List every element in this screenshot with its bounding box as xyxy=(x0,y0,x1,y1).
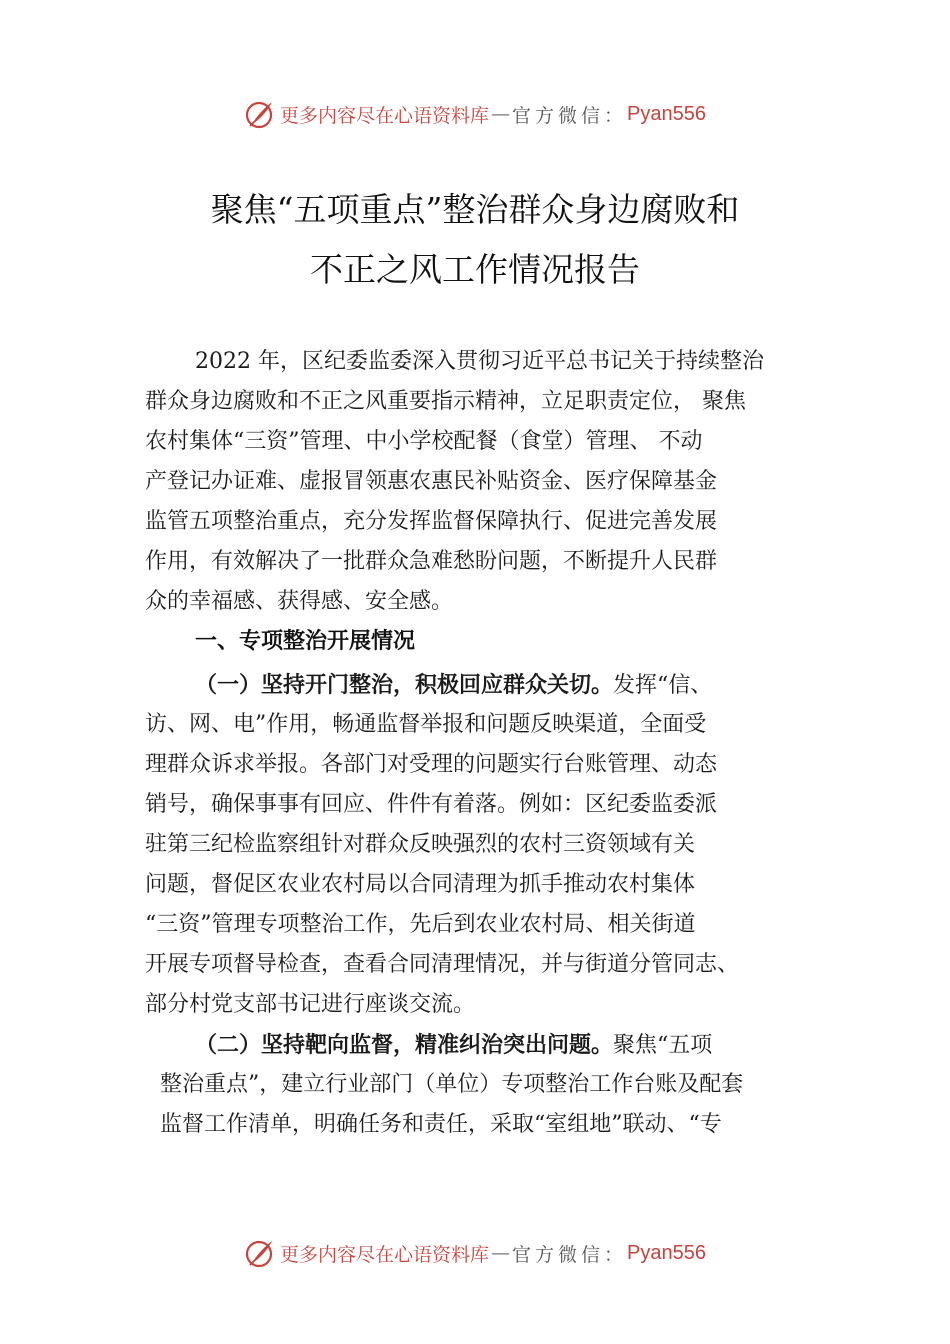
watermark-header xyxy=(0,94,950,134)
body-line: 驻第三纪检监察组针对群众反映强烈的农村三资领域有关 xyxy=(145,832,696,857)
watermark-dash: — xyxy=(491,103,511,125)
body-line: 群众身边腐败和不正之风重要指示精神，立足职责定位， 聚焦 xyxy=(145,389,746,414)
paragraph-2-first-line xyxy=(195,1030,712,1061)
watermark-dash: — xyxy=(491,1242,511,1264)
section-heading: 一、专项整治开展情况 xyxy=(195,629,416,654)
paragraph-1-first-rest: 发挥“信、 xyxy=(613,673,713,698)
quill-pen-logo-icon xyxy=(244,98,276,130)
body-line: 监管五项整治重点，充分发挥监督保障执行、促进完善发展 xyxy=(145,509,718,534)
body-line: 访、网、电”作用，畅通监督举报和问题反映渠道，全面受 xyxy=(145,712,707,737)
body-line: 产登记办证难、虚报冒领惠农惠民补贴资金、医疗保障基金 xyxy=(145,469,718,494)
watermark-wechat-label: 官方微信： xyxy=(512,104,628,127)
watermark-wechat-id: Pyan556 xyxy=(627,1241,706,1264)
watermark-wechat-id: Pyan556 xyxy=(627,102,706,125)
body-line: 众的幸福感、获得感、安全感。 xyxy=(145,589,454,614)
body-line: 作用，有效解决了一批群众急难愁盼问题，不断提升人民群 xyxy=(145,549,718,574)
body-line: 销号，确保事事有回应、件件有着落。例如：区纪委监委派 xyxy=(145,792,718,817)
body-line: 2022 年，区纪委监委深入贯彻习近平总书记关于持续整治 xyxy=(195,349,764,374)
watermark-text: 更多内容尽在心语资料库 xyxy=(280,1243,490,1266)
quill-pen-logo-icon xyxy=(244,1237,276,1269)
paragraph-2-lead: （二）坚持靶向监督，精准纠治突出问题。 xyxy=(195,1032,614,1058)
body-line: 理群众诉求举报。各部门对受理的问题实行台账管理、动态 xyxy=(145,752,718,777)
document-title-line-2: 不正之风工作情况报告 xyxy=(310,250,640,289)
document-title-line-1: 聚焦“五项重点”整治群众身边腐败和 xyxy=(210,190,740,229)
paragraph-1-first-line xyxy=(195,670,712,701)
body-line: 整治重点”，建立行业部门（单位）专项整治工作台账及配套 xyxy=(160,1072,744,1097)
watermark-footer xyxy=(0,1233,950,1273)
body-line: 问题，督促区农业农村局以合同清理为抓手推动农村集体 xyxy=(145,872,696,897)
watermark-text: 更多内容尽在心语资料库 xyxy=(280,104,490,127)
watermark-wechat-label: 官方微信： xyxy=(512,1243,628,1266)
body-line: 农村集体“三资”管理、中小学校配餐（食堂）管理、 不动 xyxy=(145,429,703,454)
body-line: “三资”管理专项整治工作，先后到农业农村局、相关街道 xyxy=(145,912,696,937)
paragraph-1-lead: （一）坚持开门整治，积极回应群众关切。 xyxy=(195,672,614,698)
body-line: 开展专项督导检查，查看合同清理情况，并与街道分管同志、 xyxy=(145,952,740,977)
paragraph-2-first-rest: 聚焦“五项 xyxy=(613,1033,713,1058)
body-line: 部分村党支部书记进行座谈交流。 xyxy=(145,992,476,1017)
body-line: 监督工作清单，明确任务和责任，采取“室组地”联动、“专 xyxy=(160,1112,722,1137)
